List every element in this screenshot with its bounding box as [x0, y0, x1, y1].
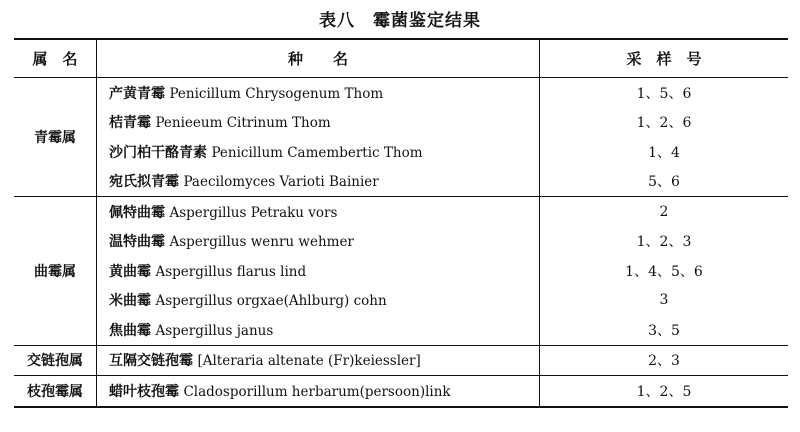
table-title: 表八 霉菌鉴定结果 [319, 11, 481, 31]
table-row [14, 286, 788, 316]
species-cell [97, 227, 540, 257]
table-row [14, 345, 788, 376]
table-row [14, 137, 788, 167]
species-chinese-name: 黄曲霉 [109, 263, 151, 280]
species-cell [97, 197, 540, 227]
sample-numbers-cell: 1、5、6 [540, 78, 789, 108]
sample-numbers-cell: 1、4、5、6 [540, 256, 789, 286]
species-chinese-name: 蜡叶枝孢霉 [109, 383, 179, 400]
sample-numbers-cell: 1、2、3 [540, 227, 789, 257]
table-row [14, 227, 788, 257]
sample-numbers-cell: 1、4 [540, 137, 789, 167]
sample-numbers-cell: 5、6 [540, 167, 789, 197]
species-cell [97, 167, 540, 197]
species-latin-name: Aspergillus janus [155, 322, 274, 339]
species-latin-name: Aspergillus wenru wehmer [169, 234, 354, 251]
species-cell [97, 345, 540, 376]
species-chinese-name: 互隔交链孢霉 [109, 353, 193, 370]
species-latin-name: Penieeum Citrinum Thom [155, 115, 331, 132]
genus-cell: 枝孢霉属 [27, 383, 83, 400]
species-cell [97, 78, 540, 108]
species-chinese-name: 佩特曲霉 [109, 204, 165, 221]
species-chinese-name: 沙门柏干酪青素 [109, 144, 207, 161]
species-latin-name: Cladosporillum herbarum(persoon)link [183, 383, 451, 400]
species-cell [97, 376, 540, 407]
header-sample: 采 样 号 [540, 39, 789, 78]
species-chinese-name: 宛氏拟青霉 [109, 174, 179, 191]
genus-cell: 曲霉属 [14, 197, 97, 346]
mold-identification-table [14, 38, 788, 408]
genus-cell: 交链孢属 [14, 345, 97, 376]
species-cell [97, 315, 540, 345]
table-body [14, 78, 788, 407]
sample-numbers-cell: 1、2、5 [540, 376, 789, 407]
species-chinese-name: 桔青霉 [109, 115, 151, 132]
species-latin-name: Aspergillus Petraku vors [169, 204, 338, 221]
species-latin-name: Penicillum Camembertic Thom [211, 144, 423, 161]
species-chinese-name: 产黄青霉 [109, 85, 165, 102]
species-chinese-name: 米曲霉 [109, 293, 151, 310]
table-row [14, 78, 788, 108]
species-cell [97, 286, 540, 316]
genus-cell: 青霉属 [14, 78, 97, 197]
sample-numbers-cell: 1、2、6 [540, 108, 789, 138]
header-genus: 属 名 [14, 39, 97, 78]
sample-numbers-cell: 3 [540, 286, 789, 316]
species-chinese-name: 焦曲霉 [109, 322, 151, 339]
species-latin-name: [Alteraria altenate (Fr)keiessler] [197, 353, 421, 370]
table-row [14, 315, 788, 345]
species-latin-name: Aspergillus flarus lind [155, 263, 307, 280]
species-cell [97, 108, 540, 138]
species-cell [97, 137, 540, 167]
species-latin-name: Penicillum Chrysogenum Thom [169, 85, 384, 102]
sample-numbers-cell: 2、3 [540, 345, 789, 376]
species-chinese-name: 温特曲霉 [109, 234, 165, 251]
table-row [14, 376, 788, 407]
header-row [14, 39, 788, 78]
table-row [14, 108, 788, 138]
sample-numbers-cell: 2 [540, 197, 789, 227]
header-species: 种 名 [97, 39, 540, 78]
species-latin-name: Paecilomyces Varioti Bainier [183, 174, 379, 191]
table-row [14, 167, 788, 197]
sample-numbers-cell: 3、5 [540, 315, 789, 345]
table-row [14, 256, 788, 286]
species-latin-name: Aspergillus orgxae(Ahlburg) cohn [155, 293, 387, 310]
species-cell [97, 256, 540, 286]
table-row [14, 197, 788, 227]
